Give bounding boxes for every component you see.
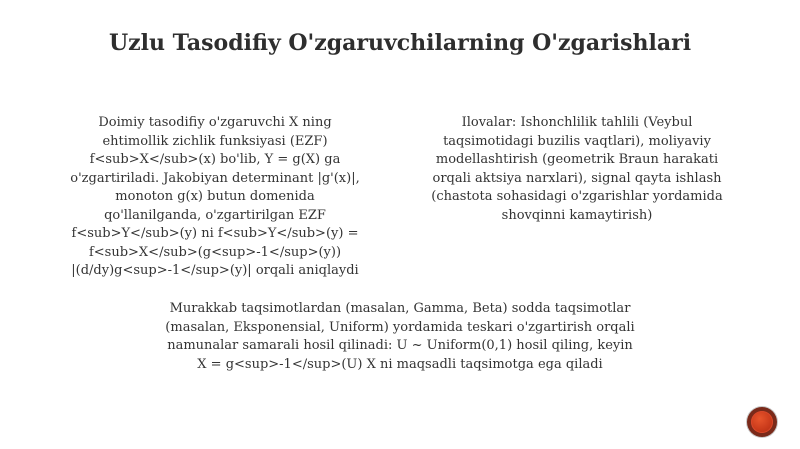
red-circle-icon [751,411,773,433]
bottom-text-block: Murakkab taqsimotlardan (masalan, Gamma, Beta) sodda taqsimotlar (masalan, Eksponensial, Uniform) yordamida teskari o'zgartirish orqali namunalar samarali hosil qilinadi: U ~ Uniform(0,1) hosil qiling, keyin X = g<sup>-1</sup>(U) X ni maqsadli taqsimotga ega qiladi [165,301,635,372]
left-text-block: Doimiy tasodifiy o'zgaruvchi X ning ehtimollik zichlik funksiyasi (EZF) f<sub>X</sub>(x) bo'lib, Y = g(X) ga o'zgartiriladi. Jakobiyan determinant |g'(x)|, monoton g(x) butun domenida qo'llanilganda, o'zgartirilgan EZF f<sub>Y</sub>(y) ni f<sub>Y</sub>(y) = f<sub>X</sub>(g<sup>-1</sup>(y)) |(d/dy)g<sup>-1</sup>(y)| orqali aniqlaydi [70,115,360,278]
slide-title: Uzlu Tasodifiy O'zgaruvchilarning O'zgarishlari [108,30,692,56]
next-slide-button[interactable] [747,407,777,437]
right-text-block: Ilovalar: Ishonchlilik tahlili (Veybul taqsimotidagi buzilis vaqtlari), moliyaviy modellashtirish (geometrik Braun harakati orqali aktsiya narxlari), signal qayta ishlash (chastota sohasidagi o'zgarishlar yordamida shovqinni kamaytirish) [431,115,723,223]
